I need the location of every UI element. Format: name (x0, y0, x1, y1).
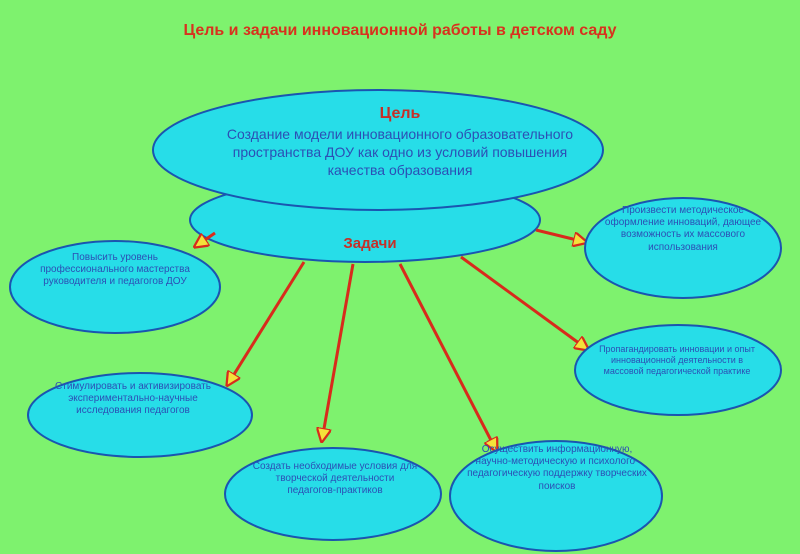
task-3-text: Стимулировать и активизировать экспериментально-научные исследования педагогов (55, 381, 211, 417)
arrow-to-task-5 (322, 264, 353, 440)
goal-heading: Цель (379, 105, 421, 122)
task-6-text: Осуществить информационную, научно-методическую и психолого-педагогическую поддержку творческих поисков (467, 444, 647, 492)
task-4-text: Пропагандировать инновации и опыт инновационной деятельности в массовой педагогической практике (599, 344, 755, 376)
arrow-to-task-4 (461, 257, 587, 349)
tasks-heading: Задачи (343, 235, 397, 252)
arrow-to-task-6 (400, 264, 496, 450)
task-5-text: Создать необходимые условия для творческой деятельности педагогов-практиков (252, 461, 418, 497)
arrow-to-task-2 (536, 230, 585, 242)
goal-text: Создание модели инновационного образовательного пространства ДОУ как одно из условий повышения качества образования (226, 126, 574, 179)
arrow-to-task-3 (228, 262, 304, 384)
task-2-text: Произвести методическое оформление инноваций, дающее возможность их массового использования (604, 205, 762, 253)
page-title: Цель и задачи инновационной работы в детском саду (183, 22, 617, 39)
task-1-text: Повысить уровень профессионального мастерства руководителя и педагогов ДОУ (40, 252, 190, 288)
